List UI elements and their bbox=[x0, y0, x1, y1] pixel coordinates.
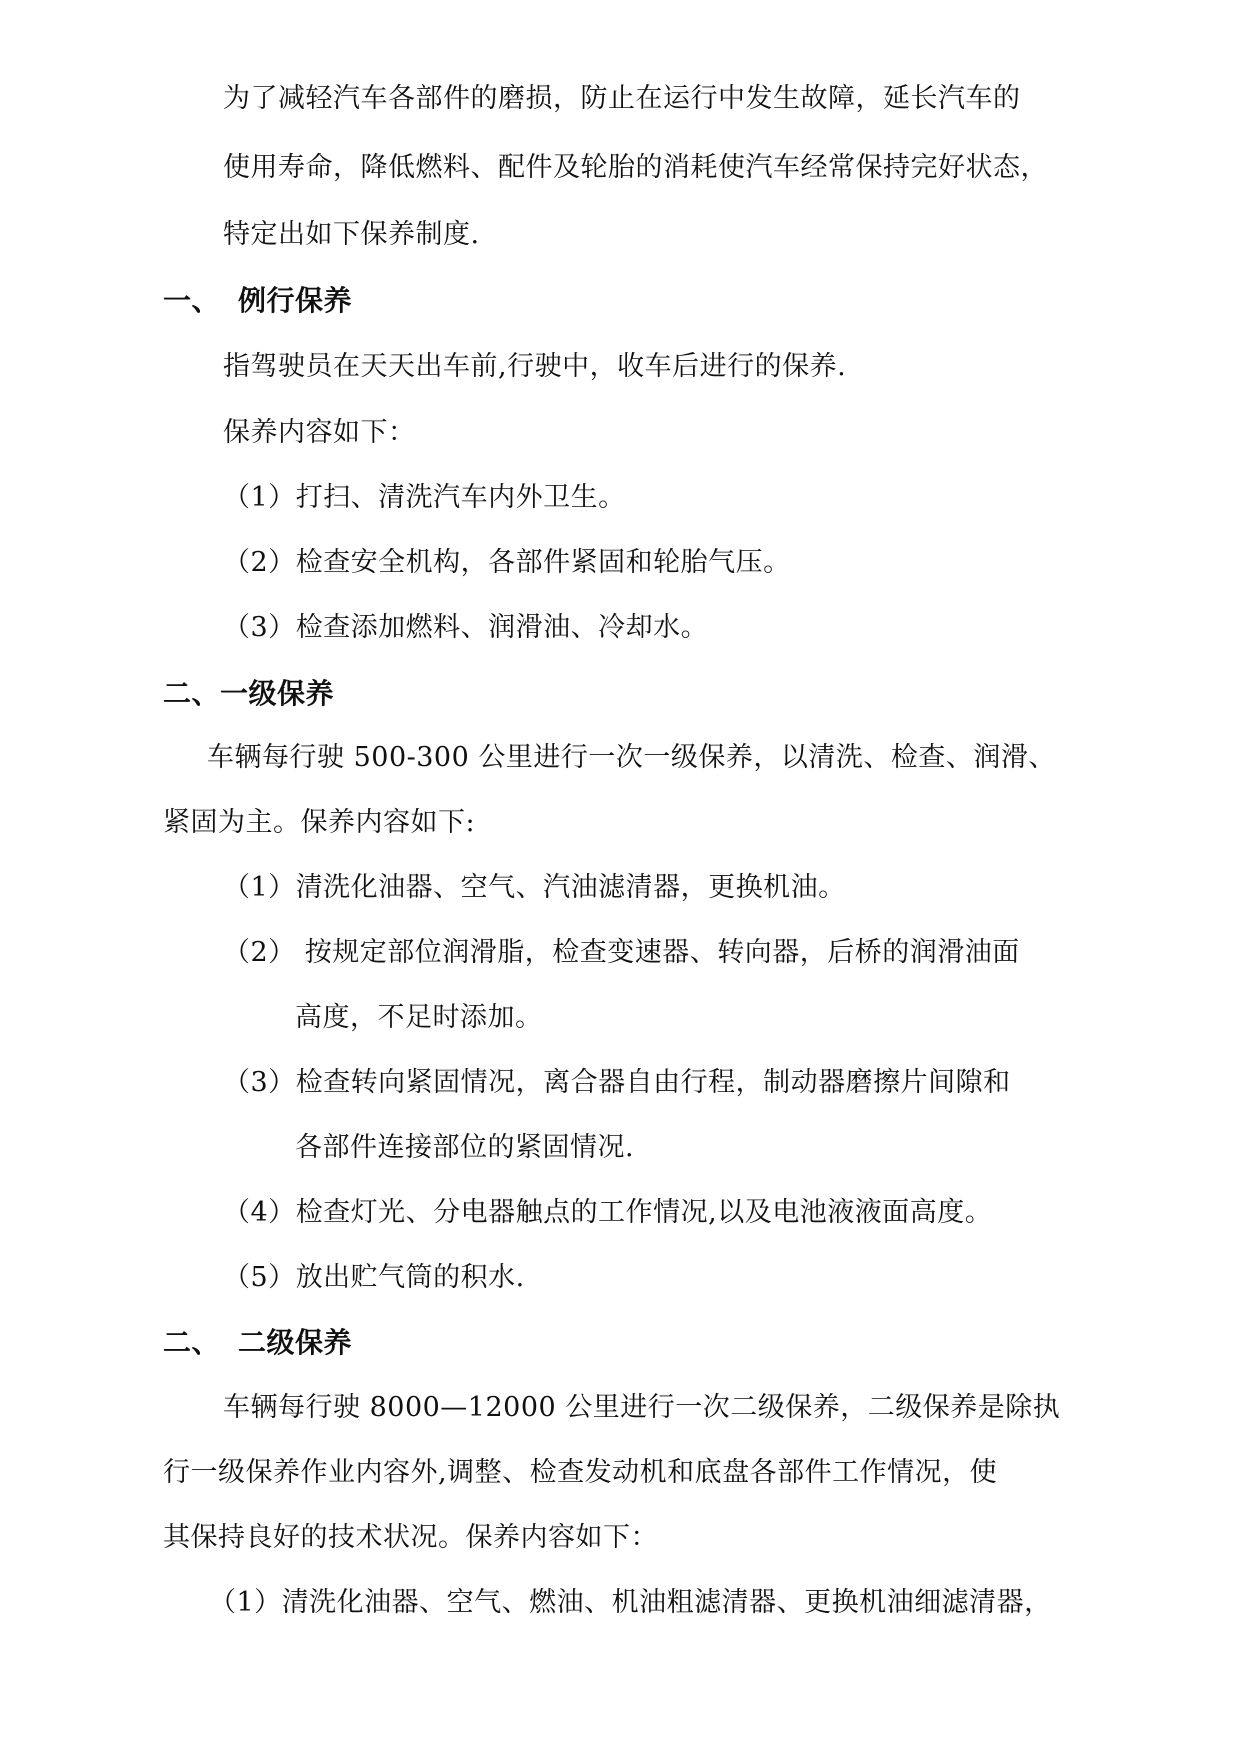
section2-item-1 bbox=[223, 868, 846, 908]
section2-item-5 bbox=[223, 1258, 525, 1298]
section2-desc-line-2: 紧固为主。保养内容如下: bbox=[163, 807, 476, 838]
intro-line-1: 为了减轻汽车各部件的磨损，防止在运行中发生故障，延长汽车的 bbox=[223, 83, 1021, 114]
item-number: （1） bbox=[223, 872, 296, 903]
section3-desc-line-3: 其保持良好的技术状况。保养内容如下： bbox=[163, 1522, 658, 1553]
item-text: 检查灯光、分电器触点的工作情况,以及电池液液面高度。 bbox=[295, 1197, 993, 1228]
item-number: （1） bbox=[223, 482, 296, 513]
section3-item-1 bbox=[209, 1583, 1052, 1623]
item-number: （2） bbox=[223, 937, 296, 968]
item-text: 打扫、清洗汽车内外卫生。 bbox=[295, 482, 626, 513]
item-text: 按规定部位润滑脂，检查变速器、转向器，后桥的润滑油面 bbox=[295, 937, 1020, 968]
section1-item-2 bbox=[223, 543, 791, 583]
section2-item-3-continued: 各部件连接部位的紧固情况. bbox=[295, 1132, 635, 1163]
section2-desc-line-1: 车辆每行驶 500-300 公里进行一次一级保养，以清洗、检查、润滑、 bbox=[207, 742, 1056, 773]
intro-line-3: 特定出如下保养制度. bbox=[223, 219, 480, 250]
section3-title: 二级保养 bbox=[238, 1326, 353, 1359]
item-text: 检查添加燃料、润滑油、冷却水。 bbox=[295, 612, 709, 643]
intro-line-2: 使用寿命，降低燃料、配件及轮胎的消耗使汽车经常保持完好状态， bbox=[223, 152, 1048, 183]
section2-item-2 bbox=[223, 933, 1020, 973]
section1-item-3 bbox=[223, 608, 708, 648]
section1-item-1 bbox=[223, 478, 626, 518]
section1-description: 指驾驶员在天天出车前,行驶中，收车后进行的保养. bbox=[223, 351, 847, 382]
section3-number: 二、 bbox=[163, 1326, 221, 1359]
section3-desc-line-2: 行一级保养作业内容外,调整、检查发动机和底盘各部件工作情况，使 bbox=[163, 1457, 998, 1488]
section1-title: 例行保养 bbox=[238, 284, 353, 317]
item-text: 检查安全机构，各部件紧固和轮胎气压。 bbox=[295, 547, 791, 578]
section1-content-label: 保养内容如下： bbox=[223, 417, 416, 448]
item-number: （2） bbox=[223, 547, 296, 578]
section2-heading: 二、一级保养 bbox=[163, 677, 335, 710]
section2-item-4 bbox=[223, 1193, 992, 1233]
section2-item-3 bbox=[223, 1063, 1011, 1103]
item-text: 放出贮气筒的积水. bbox=[295, 1262, 525, 1293]
section3-desc-line-1: 车辆每行驶 8000—12000 公里进行一次二级保养，二级保养是除执 bbox=[223, 1392, 1061, 1423]
item-number: （5） bbox=[223, 1262, 296, 1293]
item-number: （4） bbox=[223, 1197, 296, 1228]
item-number: （1） bbox=[209, 1587, 282, 1618]
item-number: （3） bbox=[223, 1067, 296, 1098]
item-number: （3） bbox=[223, 612, 296, 643]
section2-item-2-continued: 高度，不足时添加。 bbox=[295, 1002, 543, 1033]
item-text: 清洗化油器、空气、汽油滤清器，更换机油。 bbox=[295, 872, 846, 903]
item-text: 检查转向紧固情况，离合器自由行程，制动器磨擦片间隙和 bbox=[295, 1067, 1011, 1098]
section1-number: 一、 bbox=[163, 284, 221, 317]
item-text: 清洗化油器、空气、燃油、机油粗滤清器、更换机油细滤清器， bbox=[281, 1587, 1052, 1618]
